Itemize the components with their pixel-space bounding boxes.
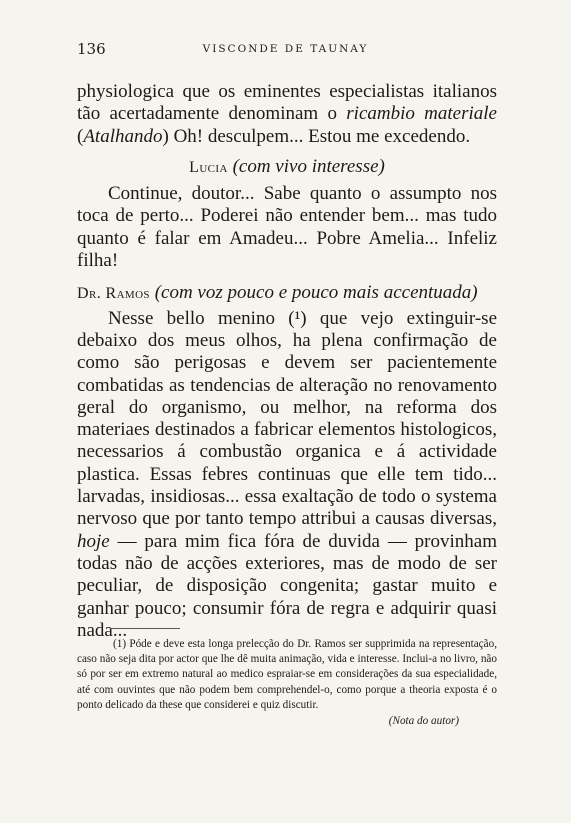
paragraph-ramos — [77, 308, 497, 642]
para3-italic: hoje — [77, 530, 110, 552]
main-text — [77, 81, 497, 642]
footnote-ref: (¹) — [288, 307, 307, 329]
speaker-heading-ramos — [77, 282, 497, 305]
stage-direction: (com vivo interesse) — [232, 155, 385, 177]
speaker-name: Lucia — [189, 158, 228, 176]
para1-italic: ricambio materiale — [346, 103, 497, 125]
footnote-text: (1) Póde e deve esta longa prelecção do Dr. Ramos ser supprimida na representação, caso não seja dita por actor que lhe dê muita animação, vida e interesse. Inclui-a no livro, não só por ser em extremo natural ao medico espraiar-se em considerações da sua especialidade, até com ouvintes que não podem bem comprehendel-o, como porque a theoria exposta é o ponto delicado da these que considerei e quiz discutir. — [77, 638, 497, 711]
running-title: VISCONDE DE TAUNAY — [202, 43, 369, 55]
speaker-name: Dr. Ramos — [77, 285, 150, 303]
para1-paren: ( — [77, 125, 84, 147]
para3-c: — para mim fica fóra de duvida — provinham todas não de acções exteriores, mas de modo de ser peculiar, de disposição congenita; gastar muito e ganhar pouco; consumir fóra de regra e adquirir quasi nada... — [77, 530, 497, 641]
footnote — [77, 637, 497, 729]
page-header — [77, 40, 494, 60]
para3-a: Nesse bello menino — [108, 307, 289, 329]
para1-rest: ) Oh! desculpem... Estou me excedendo. — [162, 125, 471, 147]
para1-text: physiologica que os eminentes especialistas italianos tão acertadamente denominam o — [77, 81, 497, 125]
stage-direction: (com voz pouco e pouco mais accentuada) — [154, 282, 478, 304]
paragraph-lucia: Continue, doutor... Sabe quanto o assumpto nos toca de perto... Poderei não entender bem... mas tudo quanto é falar em Amadeu... Pobre Amelia... Infeliz filha! — [77, 183, 497, 272]
paragraph-continued — [77, 81, 497, 148]
footnote-divider — [110, 628, 180, 629]
speaker-heading-lucia — [77, 156, 497, 179]
page-number: 136 — [77, 40, 106, 58]
stage-direction-atalhando: Atalhando — [83, 125, 163, 147]
para3-b: que vejo extinguir-se debaixo dos meus olhos, ha plena confirmação de como são perigosas e devem ser pacientemente combatidas as tendencias de alteração no renovamento geral do organismo, ou melhor, na reforma dos materiaes destinados a fabricar elementos histologicos, necessarios á combustão organica e á actividade plastica. Essas febres continuas que elle tem tido... larvadas, insidiosas... essa exaltação de todo o systema nervoso que por tanto tempo attribui a causas diversas, — [77, 307, 498, 530]
footnote-credit: (Nota do autor) — [388, 715, 459, 728]
